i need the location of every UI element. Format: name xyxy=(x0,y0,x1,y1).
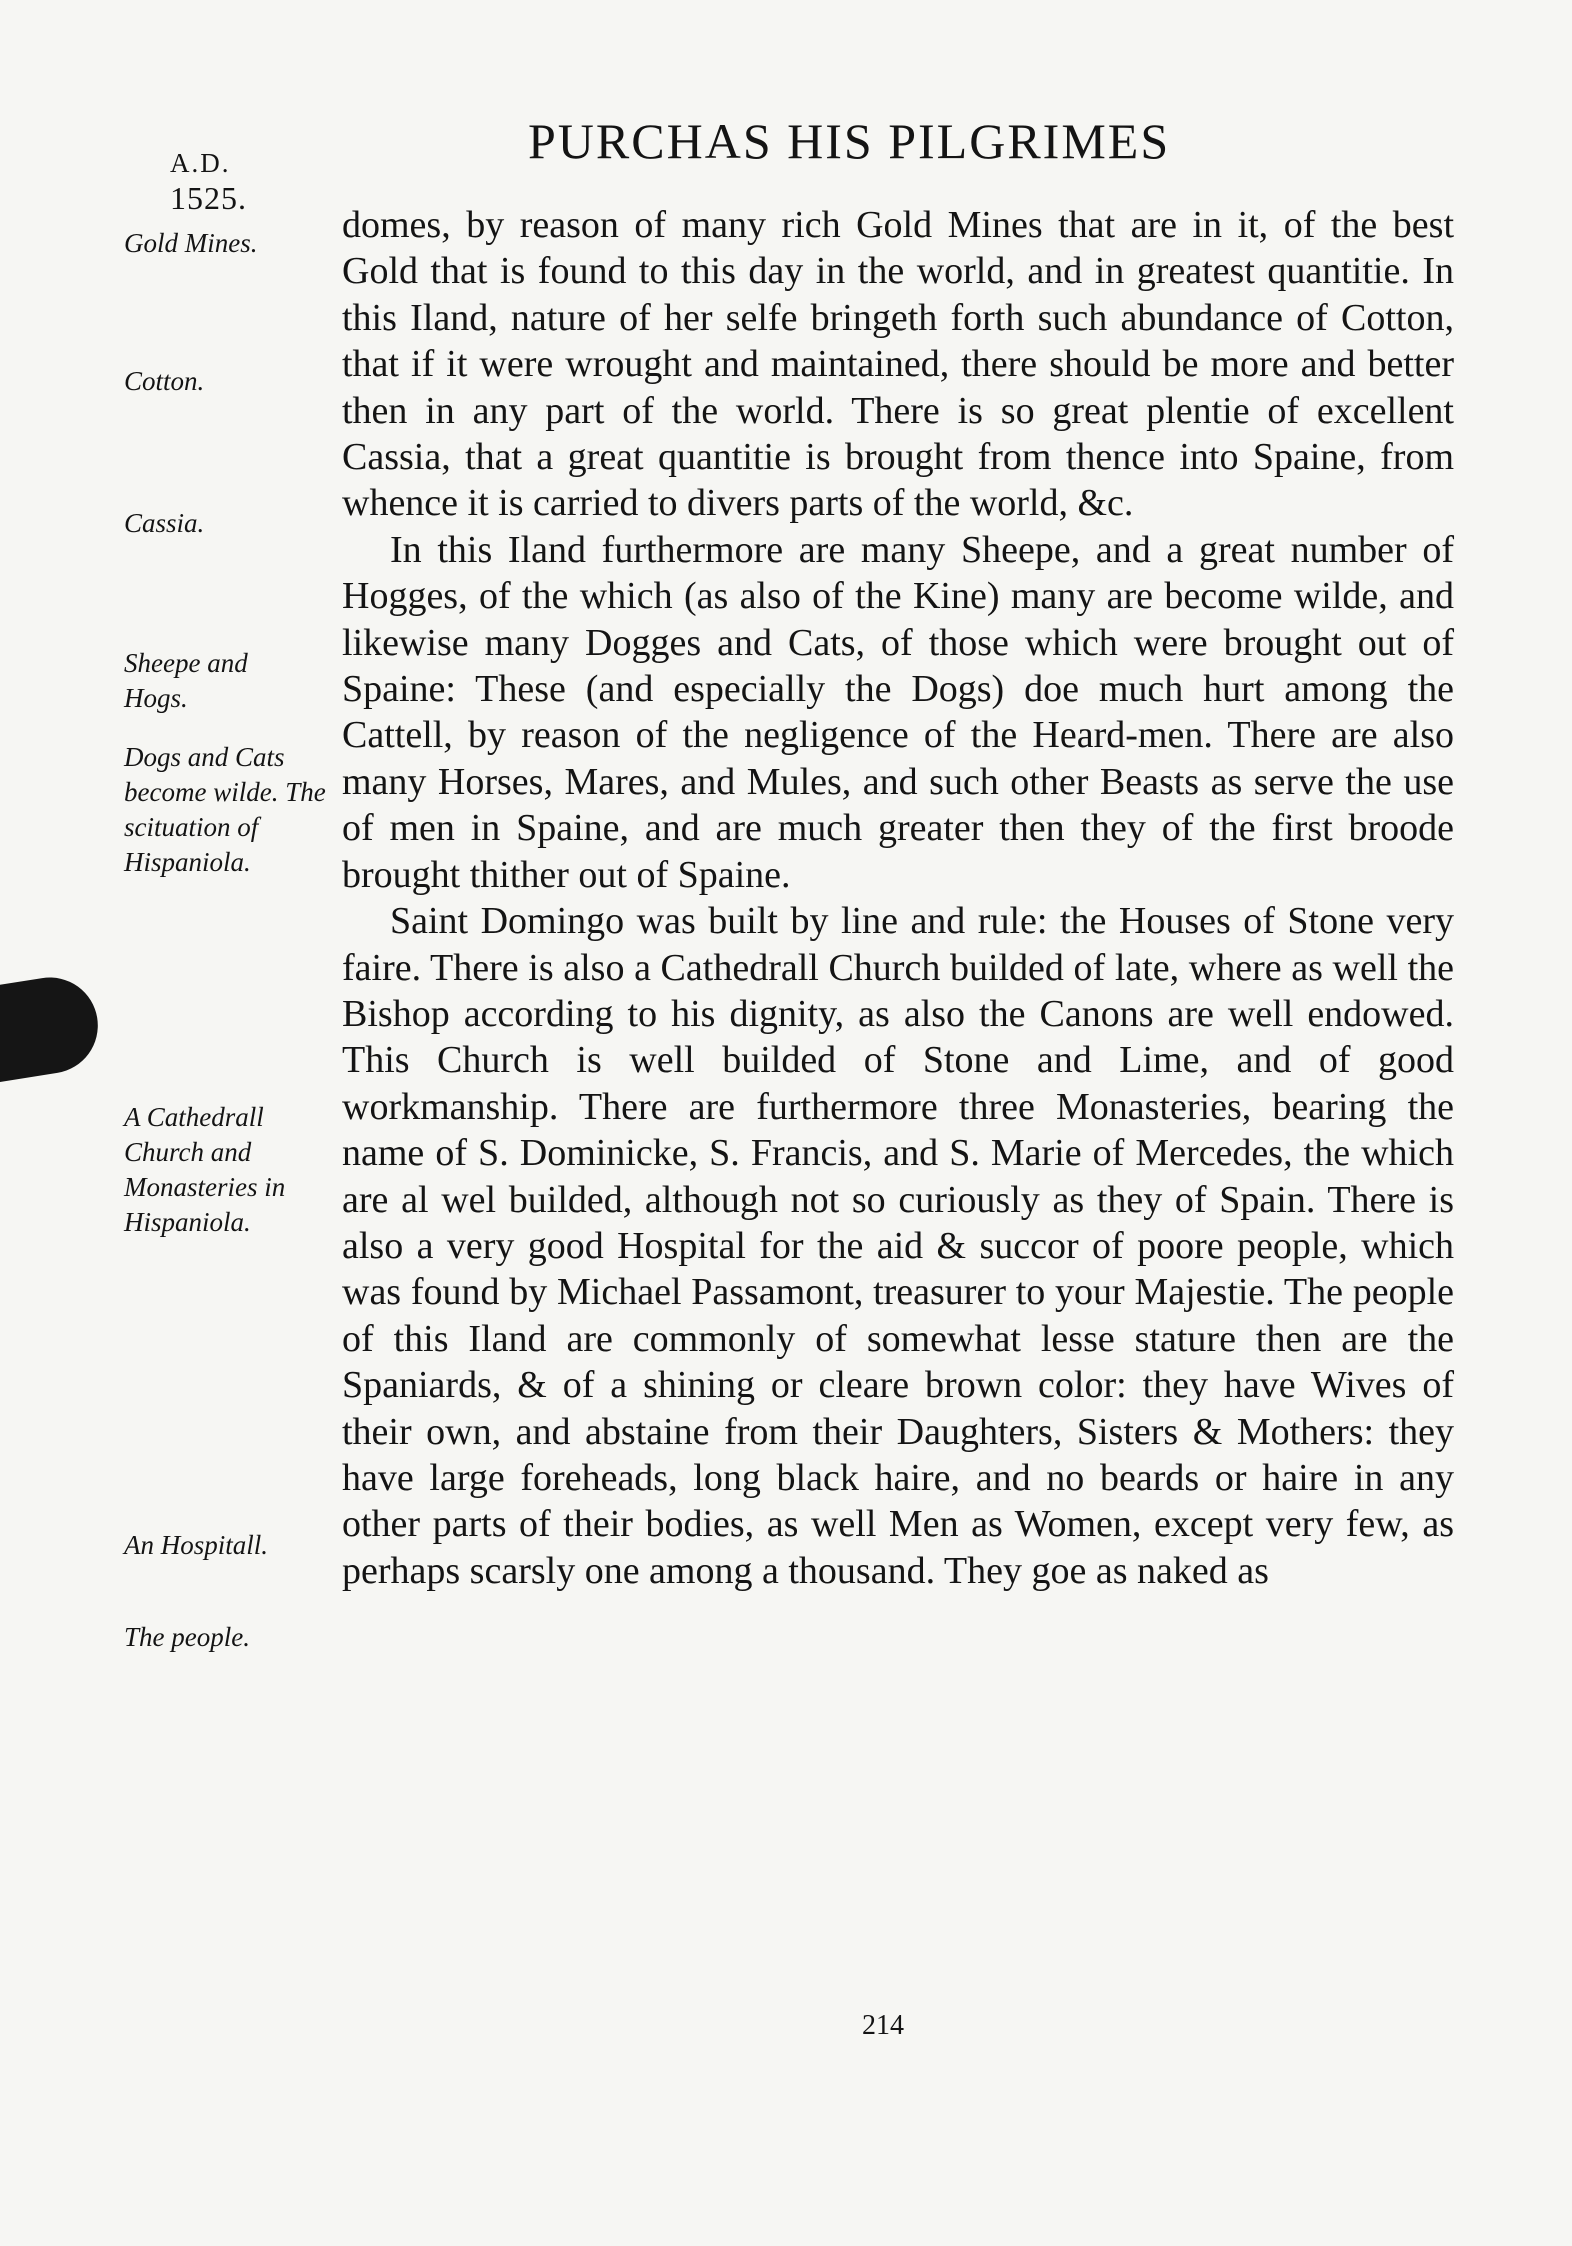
margin-note-gold-mines: Gold Mines. xyxy=(124,228,258,258)
margin-note-sheepe-hogs: Sheepe and Hogs. xyxy=(124,648,248,713)
margin-note-cotton: Cotton. xyxy=(124,366,205,396)
year-value: 1525. xyxy=(170,180,247,216)
paragraph: In this Iland furthermore are many Sheepe, and a great number of Hogges, of the which (as also of the Kine) many are become wilde, and likewise many Dogges and Cats, of those which were brought out of Spaine: These (and especially the Dogs) doe much hurt among the Cattell, by reason of the negligence of the Heard-men. There are also many Horses, Mares, and Mules, and such other Beasts as serve the use of men in Spaine, and are much greater then they of the first broode brought thither out of Spaine. xyxy=(342,528,1454,896)
scan-thumb-shadow xyxy=(0,971,105,1086)
page-number: 214 xyxy=(862,2010,904,2041)
running-title: PURCHAS HIS PILGRIMES xyxy=(528,113,1171,169)
paragraph: domes, by reason of many rich Gold Mines that are in it, of the best Gold that is found to this day in the world, and in greatest quantitie. In this Iland, nature of her selfe bringeth forth such abundance of Cotton, that if it were wrought and maintained, there should be more and better then in any part of the world. There is so great plentie of excellent Cassia, that a great quantitie is brought from thence into Spaine, from whence it is carried to divers parts of the world, &c. xyxy=(342,204,1454,525)
margin-note-hospitall: An Hospitall. xyxy=(124,1530,269,1560)
paragraph: Saint Domingo was built by line and rule: the Houses of Stone very faire. There is also a Cathedrall Church builded of late, where as well the Bishop according to his dignity, as also the Canons are well endowed. This Church is well builded of Stone and Lime, and of good workmanship. There are furthermore three Monasteries, bearing the name of S. Dominicke, S. Francis, and S. Marie of Mercedes, the which are al wel builded, although not so curiously as they of Spain. There is also a very good Hospital for the aid & succor of poore people, which was found by Michael Passamont, treasurer to your Majestie. The people of this Iland are commonly of somewhat lesse stature then are the Spaniards, & of a shining or cleare brown color: they have Wives of their own, and abstaine from their Daughters, Sisters & Mothers: they have large foreheads, long black haire, and no beards or haire in any other parts of their bodies, as well Men as Women, except very few, as perhaps scarsly one among a thousand. They goe as naked as xyxy=(342,900,1454,1592)
body-text xyxy=(342,202,1454,1594)
margin-note-cassia: Cassia. xyxy=(124,508,205,538)
year-label: A.D. xyxy=(170,148,231,178)
margin-note-cathedrall: A Cathedrall Church and Monasteries in Hispaniola. xyxy=(124,1102,286,1237)
margin-note-dogs-cats: Dogs and Cats become wilde. The scituation of Hispaniola. xyxy=(124,742,326,877)
margin-note-people: The people. xyxy=(124,1622,250,1652)
